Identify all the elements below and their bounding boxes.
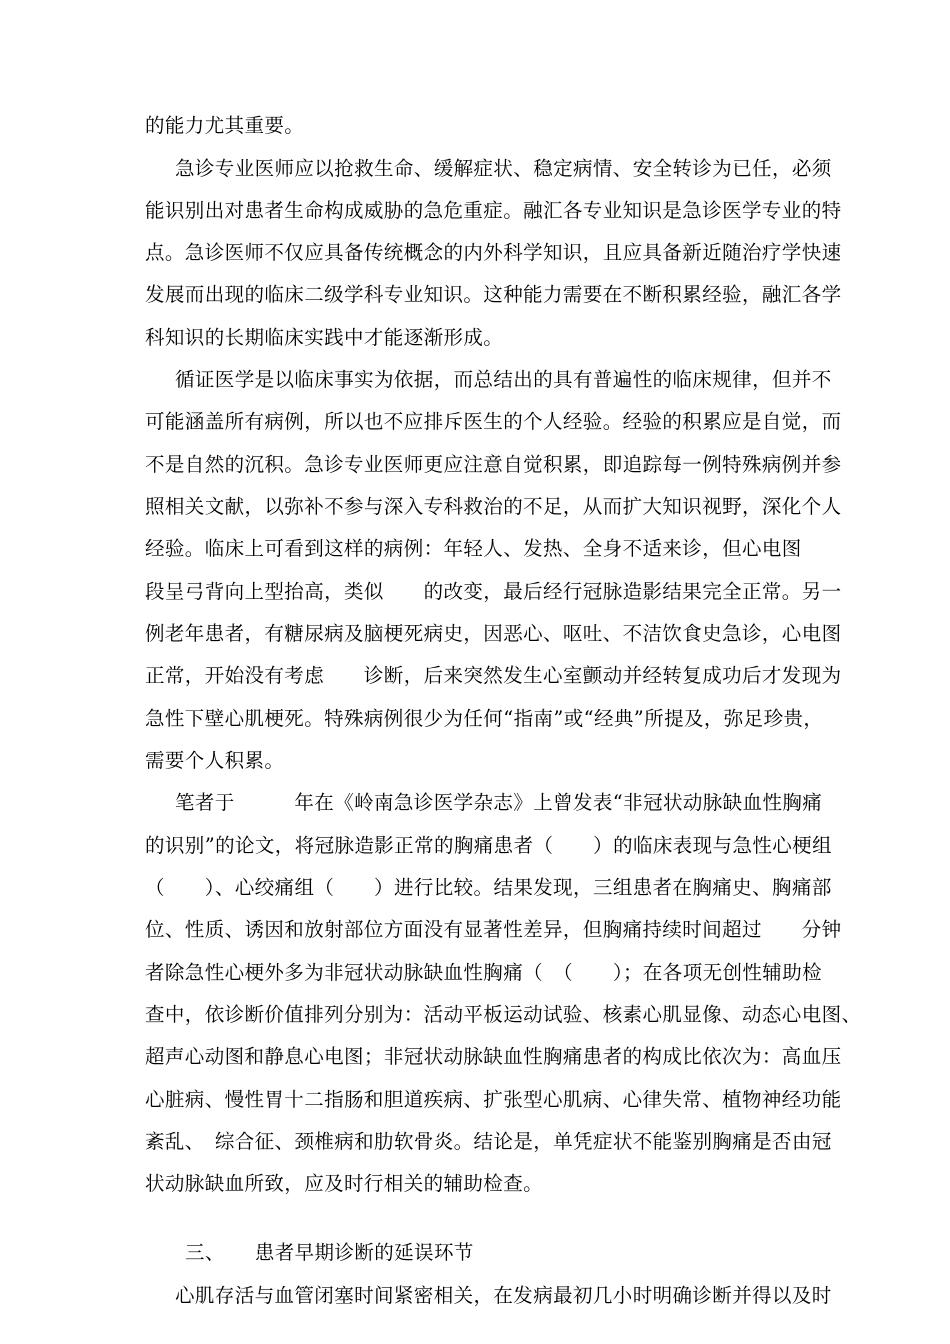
text-line-13: 例老年患者，有糖尿病及脑梗死病史，因恶心、呕吐、不洁饮食史急诊，心电图 <box>145 622 842 645</box>
text-line-14: 正常，开始没有考虑 诊断，后来突然发生心室颤动并经转复成功后才发现为 <box>145 664 842 687</box>
text-line-23: 超声心动图和静息心电图；非冠状动脉缺血性胸痛患者的构成比依次为：高血压 <box>145 1045 842 1068</box>
text-line-12: 段呈弓背向上型抬高，类似 的改变，最后经行冠脉造影结果完全正常。另一 <box>145 580 842 603</box>
text-line-18: 的识别”的论文，将冠脉造影正常的胸痛患者（ ）的临床表现与急性心梗组 <box>145 834 832 857</box>
text-line-10: 照相关文献，以弥补不参与深入专科救治的不足，从而扩大知识视野，深化个人 <box>145 495 842 518</box>
section-heading: 三、 患者早期诊断的延误环节 <box>185 1241 474 1264</box>
text-line-11: 经验。临床上可看到这样的病例：年轻人、发热、全身不适来诊，但心电图 <box>145 537 802 560</box>
text-line-20: 位、性质、诱因和放射部位方面没有显著性差异，但胸痛持续时间超过 分钟 <box>145 918 842 941</box>
text-line-17: 笔者于 年在《岭南急诊医学杂志》上曾发表“非冠状动脉缺血性胸痛 <box>175 791 823 814</box>
text-line-16: 需要个人积累。 <box>145 749 285 772</box>
text-line-4: 点。急诊医师不仅应具备传统概念的内外科学知识，且应具备新近随治疗学快速 <box>145 241 842 264</box>
text-line-3: 能识别出对患者生命构成威胁的急危重症。融汇各专业知识是急诊医学专业的特 <box>145 199 842 222</box>
text-line-27: 心肌存活与血管闭塞时间紧密相关，在发病最初几小时明确诊断并得以及时 <box>175 1284 832 1307</box>
text-line-26: 状动脉缺血所致，应及时行相关的辅助检查。 <box>145 1172 544 1195</box>
text-line-7: 循证医学是以临床事实为依据，而总结出的具有普遍性的临床规律，但并不 <box>175 368 832 391</box>
text-line-9: 不是自然的沉积。急诊专业医师更应注意自觉积累，即追踪每一例特殊病例并参 <box>145 453 842 476</box>
text-line-21: 者除急性心梗外多为非冠状动脉缺血性胸痛（ （ ）；在各项无创性辅助检 <box>145 961 823 984</box>
text-line-15: 急性下壁心肌梗死。特殊病例很少为任何“指南”或“经典”所提及，弥足珍贵， <box>145 707 824 730</box>
text-line-1: 的能力尤其重要。 <box>145 114 305 137</box>
text-line-6: 科知识的长期临床实践中才能逐渐形成。 <box>145 326 504 349</box>
text-line-19: （ ）、心绞痛组（ ）进行比较。结果发现，三组患者在胸痛史、胸痛部 <box>145 876 832 899</box>
text-line-22: 查中，依诊断价值排列分别为：活动平板运动试验、核素心肌显像、动态心电图、 <box>145 1003 862 1026</box>
text-line-5: 发展而出现的临床二级学科专业知识。这种能力需要在不断积累经验，融汇各学 <box>145 283 842 306</box>
text-line-24: 心脏病、慢性胃十二指肠和胆道疾病、扩张型心肌病、心律失常、植物神经功能 <box>145 1088 842 1111</box>
text-line-8: 可能涵盖所有病例，所以也不应排斥医生的个人经验。经验的积累应是自觉，而 <box>145 410 842 433</box>
text-line-2: 急诊专业医师应以抢救生命、缓解症状、稳定病情、安全转诊为已任，必须 <box>175 157 832 180</box>
text-line-25: 紊乱、 综合征、颈椎病和肋软骨炎。结论是，单凭症状不能鉴别胸痛是否由冠 <box>145 1130 832 1153</box>
